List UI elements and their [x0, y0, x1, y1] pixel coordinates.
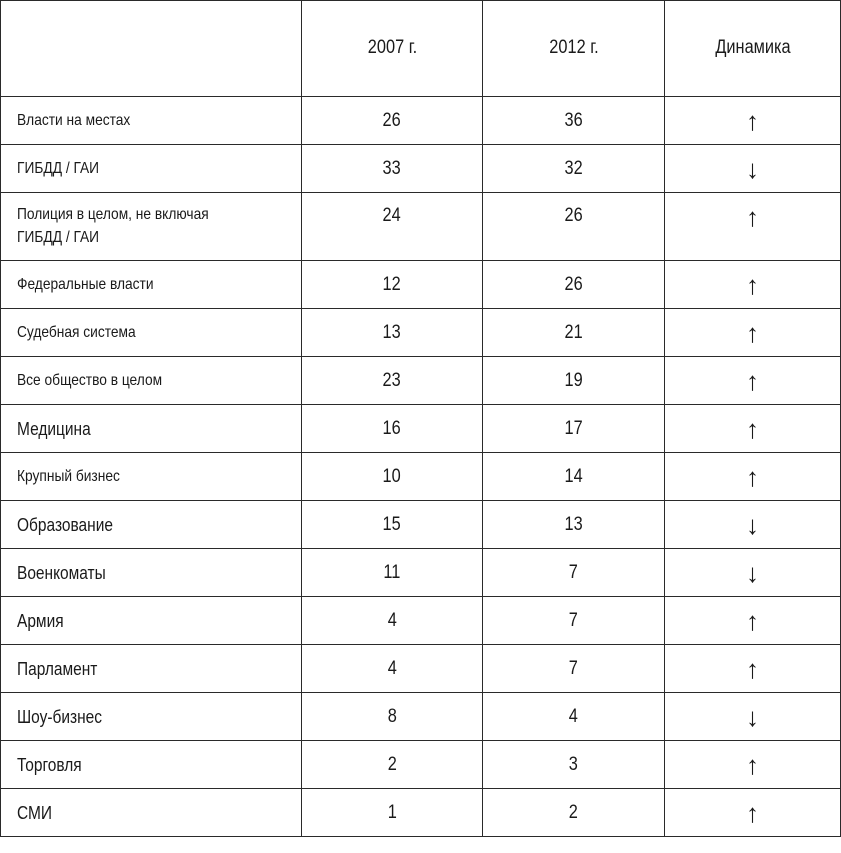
table-row — [1, 261, 841, 309]
arrow-up-icon: ↑ — [665, 193, 841, 261]
value-2007: 4 — [302, 597, 483, 645]
arrow-up-icon: ↑ — [665, 741, 841, 789]
value-2007: 13 — [302, 309, 483, 357]
row-label: Торговля — [1, 741, 302, 789]
table-row — [1, 97, 841, 145]
row-label: Крупный бизнес — [1, 453, 302, 501]
value-2012: 32 — [483, 145, 665, 193]
arrow-up-icon: ↑ — [665, 597, 841, 645]
row-label: Шоу-бизнес — [1, 693, 302, 741]
value-2007: 12 — [302, 261, 483, 309]
arrow-up-icon: ↑ — [665, 789, 841, 837]
header-2007: 2007 г. — [314, 1, 470, 97]
value-2007: 1 — [302, 789, 483, 837]
value-2007: 26 — [302, 97, 483, 145]
value-2012: 26 — [483, 193, 665, 261]
table-row — [1, 549, 841, 597]
table-row — [1, 193, 841, 261]
table-row — [1, 693, 841, 741]
value-2012: 36 — [483, 97, 665, 145]
row-label: Медицина — [1, 405, 302, 453]
table-row — [1, 453, 841, 501]
value-2007: 16 — [302, 405, 483, 453]
header-empty-cell — [22, 1, 281, 97]
table-row — [1, 309, 841, 357]
arrow-up-icon: ↑ — [665, 309, 841, 357]
value-2012: 19 — [483, 357, 665, 405]
header-2012: 2012 г. — [495, 1, 652, 97]
arrow-down-icon: ↓ — [665, 693, 841, 741]
value-2007: 23 — [302, 357, 483, 405]
row-label-line-2: ГИБДД / ГАИ — [17, 229, 100, 246]
arrow-up-icon: ↑ — [665, 453, 841, 501]
table-row — [1, 145, 841, 193]
value-2012: 7 — [483, 645, 665, 693]
row-label: Военкоматы — [1, 549, 302, 597]
value-2012: 2 — [483, 789, 665, 837]
arrow-up-icon: ↑ — [665, 97, 841, 145]
row-label: Парламент — [1, 645, 302, 693]
row-label: Все общество в целом — [1, 357, 302, 405]
value-2012: 4 — [483, 693, 665, 741]
value-2007: 33 — [302, 145, 483, 193]
value-2007: 15 — [302, 501, 483, 549]
value-2007: 4 — [302, 645, 483, 693]
row-label: СМИ — [1, 789, 302, 837]
value-2012: 7 — [483, 549, 665, 597]
value-2012: 26 — [483, 261, 665, 309]
value-2007: 10 — [302, 453, 483, 501]
value-2012: 3 — [483, 741, 665, 789]
arrow-up-icon: ↑ — [665, 645, 841, 693]
arrow-down-icon: ↓ — [665, 549, 841, 597]
value-2012: 13 — [483, 501, 665, 549]
row-label: Армия — [1, 597, 302, 645]
row-label — [1, 193, 302, 261]
row-label: ГИБДД / ГАИ — [1, 145, 302, 193]
header-row — [1, 1, 841, 97]
table-row — [1, 645, 841, 693]
table-row — [1, 357, 841, 405]
arrow-up-icon: ↑ — [665, 261, 841, 309]
value-2012: 17 — [483, 405, 665, 453]
row-label: Федеральные власти — [1, 261, 302, 309]
value-2012: 7 — [483, 597, 665, 645]
row-label: Судебная система — [1, 309, 302, 357]
row-label: Образование — [1, 501, 302, 549]
arrow-up-icon: ↑ — [665, 357, 841, 405]
table-row — [1, 501, 841, 549]
value-2012: 21 — [483, 309, 665, 357]
table-row — [1, 405, 841, 453]
table-row — [1, 741, 841, 789]
arrow-down-icon: ↓ — [665, 145, 841, 193]
value-2012: 14 — [483, 453, 665, 501]
table-row — [1, 597, 841, 645]
row-label: Власти на местах — [1, 97, 302, 145]
value-2007: 11 — [302, 549, 483, 597]
value-2007: 24 — [302, 193, 483, 261]
arrow-down-icon: ↓ — [665, 501, 841, 549]
value-2007: 8 — [302, 693, 483, 741]
arrow-up-icon: ↑ — [665, 405, 841, 453]
header-dynamics: Динамика — [677, 1, 828, 97]
row-label-line-1: Полиция в целом, не включая — [17, 206, 209, 223]
value-2007: 2 — [302, 741, 483, 789]
table-row — [1, 789, 841, 837]
